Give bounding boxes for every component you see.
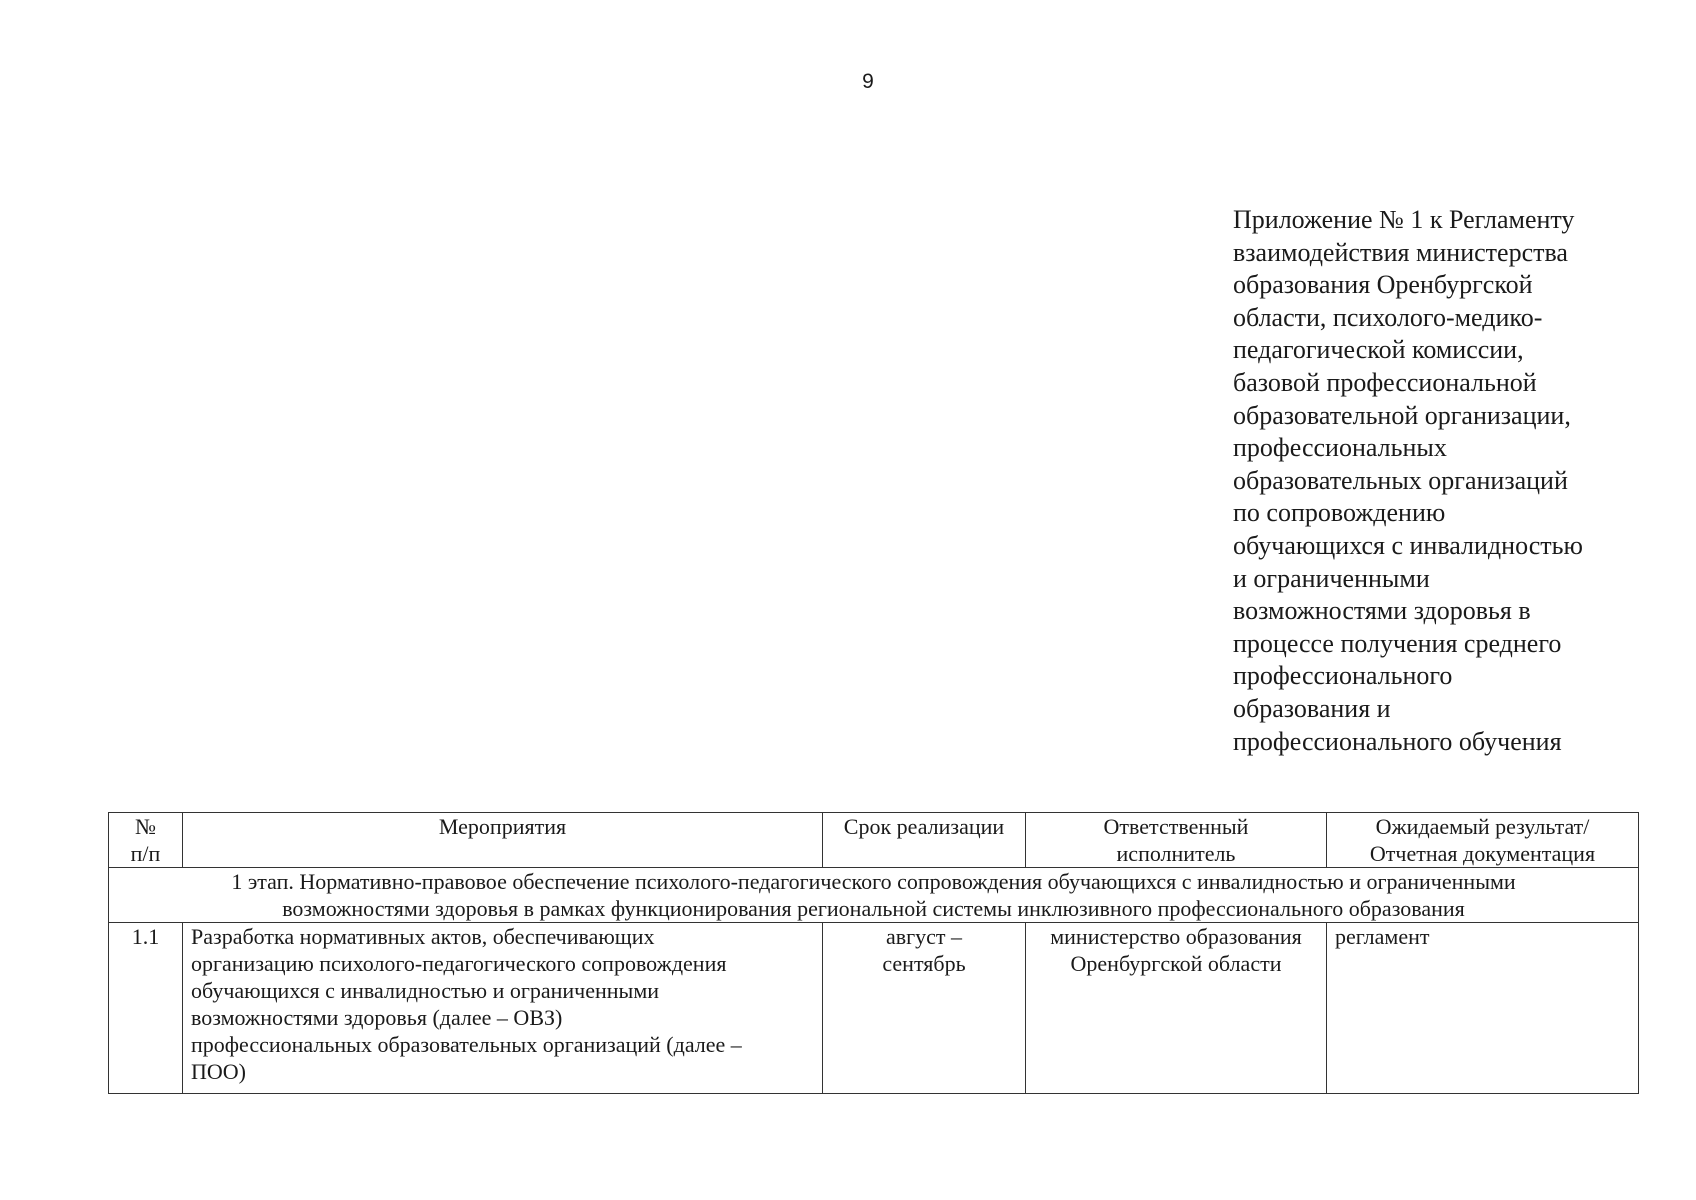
appendix-line: базовой профессиональной [1233,367,1537,397]
appendix-line: обучающихся с инвалидностью [1233,530,1583,560]
row-responsible-line: Оренбургской области [1070,951,1282,976]
appendix-line: педагогической комиссии, [1233,335,1524,365]
table-header-row [109,813,1639,868]
row-event [183,923,823,1094]
header-result-line: Отчетная документация [1369,841,1596,866]
header-event-line: Мероприятия [438,814,567,839]
row-responsible [1026,923,1327,1094]
appendix-line: профессионального обучения [1233,726,1562,756]
appendix-line: возможностями здоровья в [1233,596,1531,626]
appendix-line: образовательной организации, [1233,400,1571,430]
row-event-line: обучающихся с инвалидностью и ограниченными [191,978,660,1003]
row-event-line: Разработка нормативных актов, обеспечивающих [191,924,655,949]
appendix-line: Приложение № 1 к Регламенту [1233,205,1575,234]
appendix-line: процессе получения среднего [1233,628,1562,658]
appendix-line: взаимодействия министерства [1233,237,1568,267]
appendix-line: образования Оренбургской [1233,270,1533,300]
row-event-line: возможностями здоровья (далее – ОВЗ) [191,1005,563,1030]
row-responsible-line: министерство образования [1050,924,1302,949]
header-event [183,813,823,868]
appendix-line: образования и [1233,693,1391,723]
row-term [823,923,1026,1094]
row-term-line: сентябрь [882,951,966,976]
appendix-caption [1233,204,1673,758]
header-result-line: Ожидаемый результат/ [1375,814,1590,839]
appendix-line: и ограниченными [1233,563,1430,593]
stage-title-line: возможностями здоровья в рамках функционирования региональной системы инклюзивного профессионального образования [282,896,1465,921]
table-row [109,923,1639,1094]
row-event-line: профессиональных образовательных организаций (далее – [191,1032,742,1057]
header-responsible [1026,813,1327,868]
header-num [109,813,183,868]
header-responsible-line: исполнитель [1116,841,1236,866]
header-num-line: № [135,814,156,839]
header-term-line: Срок реализации [843,814,1005,839]
row-number: 1.1 [109,923,183,1094]
appendix-line: профессиональных [1233,433,1447,463]
appendix-line: профессионального [1233,661,1453,691]
stage-title-line: 1 этап. Нормативно-правовое обеспечение психолого-педагогического сопровождения обучающихся с инвалидностью и ограниченными [231,869,1516,894]
row-event-line: ПОО) [191,1059,246,1084]
events-table [108,812,1639,1094]
header-result [1327,813,1639,868]
row-term-line: август – [885,924,963,949]
row-event-line: организацию психолого-педагогического сопровождения [191,951,727,976]
appendix-line: области, психолого-медико- [1233,302,1543,332]
page-number: 9 [862,70,874,93]
stage-row [109,868,1639,923]
stage-title [109,868,1639,923]
appendix-line: по сопровождению [1233,498,1446,528]
row-result-line: регламент [1335,924,1430,949]
row-result [1327,923,1639,1094]
header-num-line: п/п [130,841,161,866]
header-responsible-line: Ответственный [1103,814,1249,839]
header-term [823,813,1026,868]
appendix-line: образовательных организаций [1233,465,1568,495]
